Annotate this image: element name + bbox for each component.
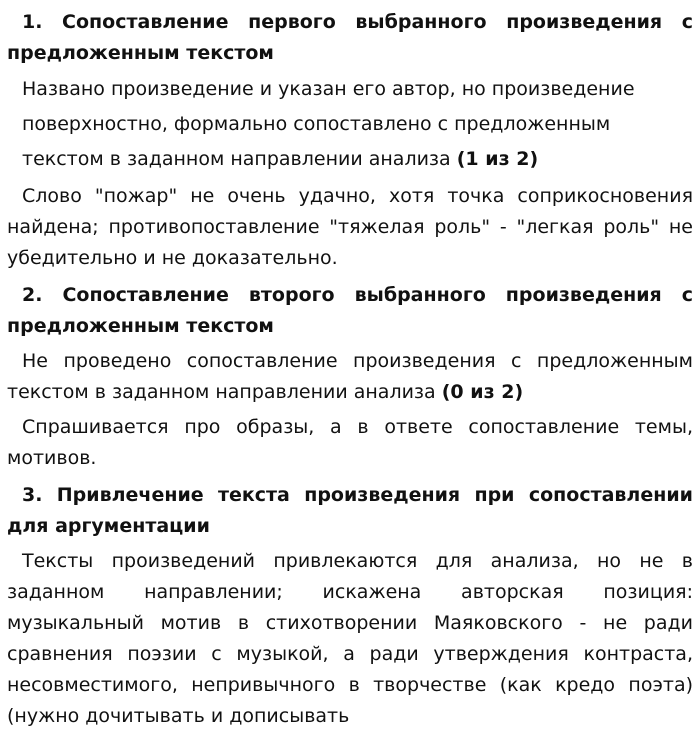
section-2-comment: Спрашивается про образы, а в ответе сопоставление темы, мотивов.	[7, 416, 693, 469]
document	[7, 0, 693, 732]
section-1-assessment-line-3	[22, 142, 693, 177]
section-3-heading: 3. Привлечение текста произведения при сопоставлении для аргументации	[7, 484, 693, 537]
section-1-score: (1 из 2)	[456, 148, 539, 170]
section-1-heading: 1. Сопоставление первого выбранного произведения с предложенным текстом	[7, 11, 693, 64]
section-3-assessment: Тексты произведений привлекаются для анализа, но не в заданном направлении; искажена авторская позиция: музыкальный мотив в стихотворении Маяковского - не ради сравнения поэзии с музыкой, а ради утверждения контраста, несовместимого, непривычного в творчестве (как кредо поэта) (нужно дочитывать и дописывать	[7, 550, 693, 727]
section-2-assessment	[7, 346, 693, 408]
section-1-assessment-text: текстом в заданном направлении анализа	[22, 148, 451, 170]
section-1-assessment-line-2: поверхностно, формально сопоставлено с предложенным	[22, 113, 611, 135]
section-1-assessment-line-1: Названо произведение и указан его автор, но произведение	[22, 78, 635, 100]
section-1-assessment	[7, 72, 693, 177]
section-2-heading: 2. Сопоставление второго выбранного произведения с предложенным текстом	[7, 284, 693, 337]
section-2-assessment-text: Не проведено сопоставление произведения с предложенным текстом в заданном направлении анализа	[7, 350, 693, 403]
section-1-comment: Слово "пожар" не очень удачно, хотя точка соприкосновения найдена; противопоставление "тяжелая роль" - "легкая роль" не убедительно и не доказательно.	[7, 185, 693, 269]
section-2-score: (0 из 2)	[441, 381, 524, 403]
